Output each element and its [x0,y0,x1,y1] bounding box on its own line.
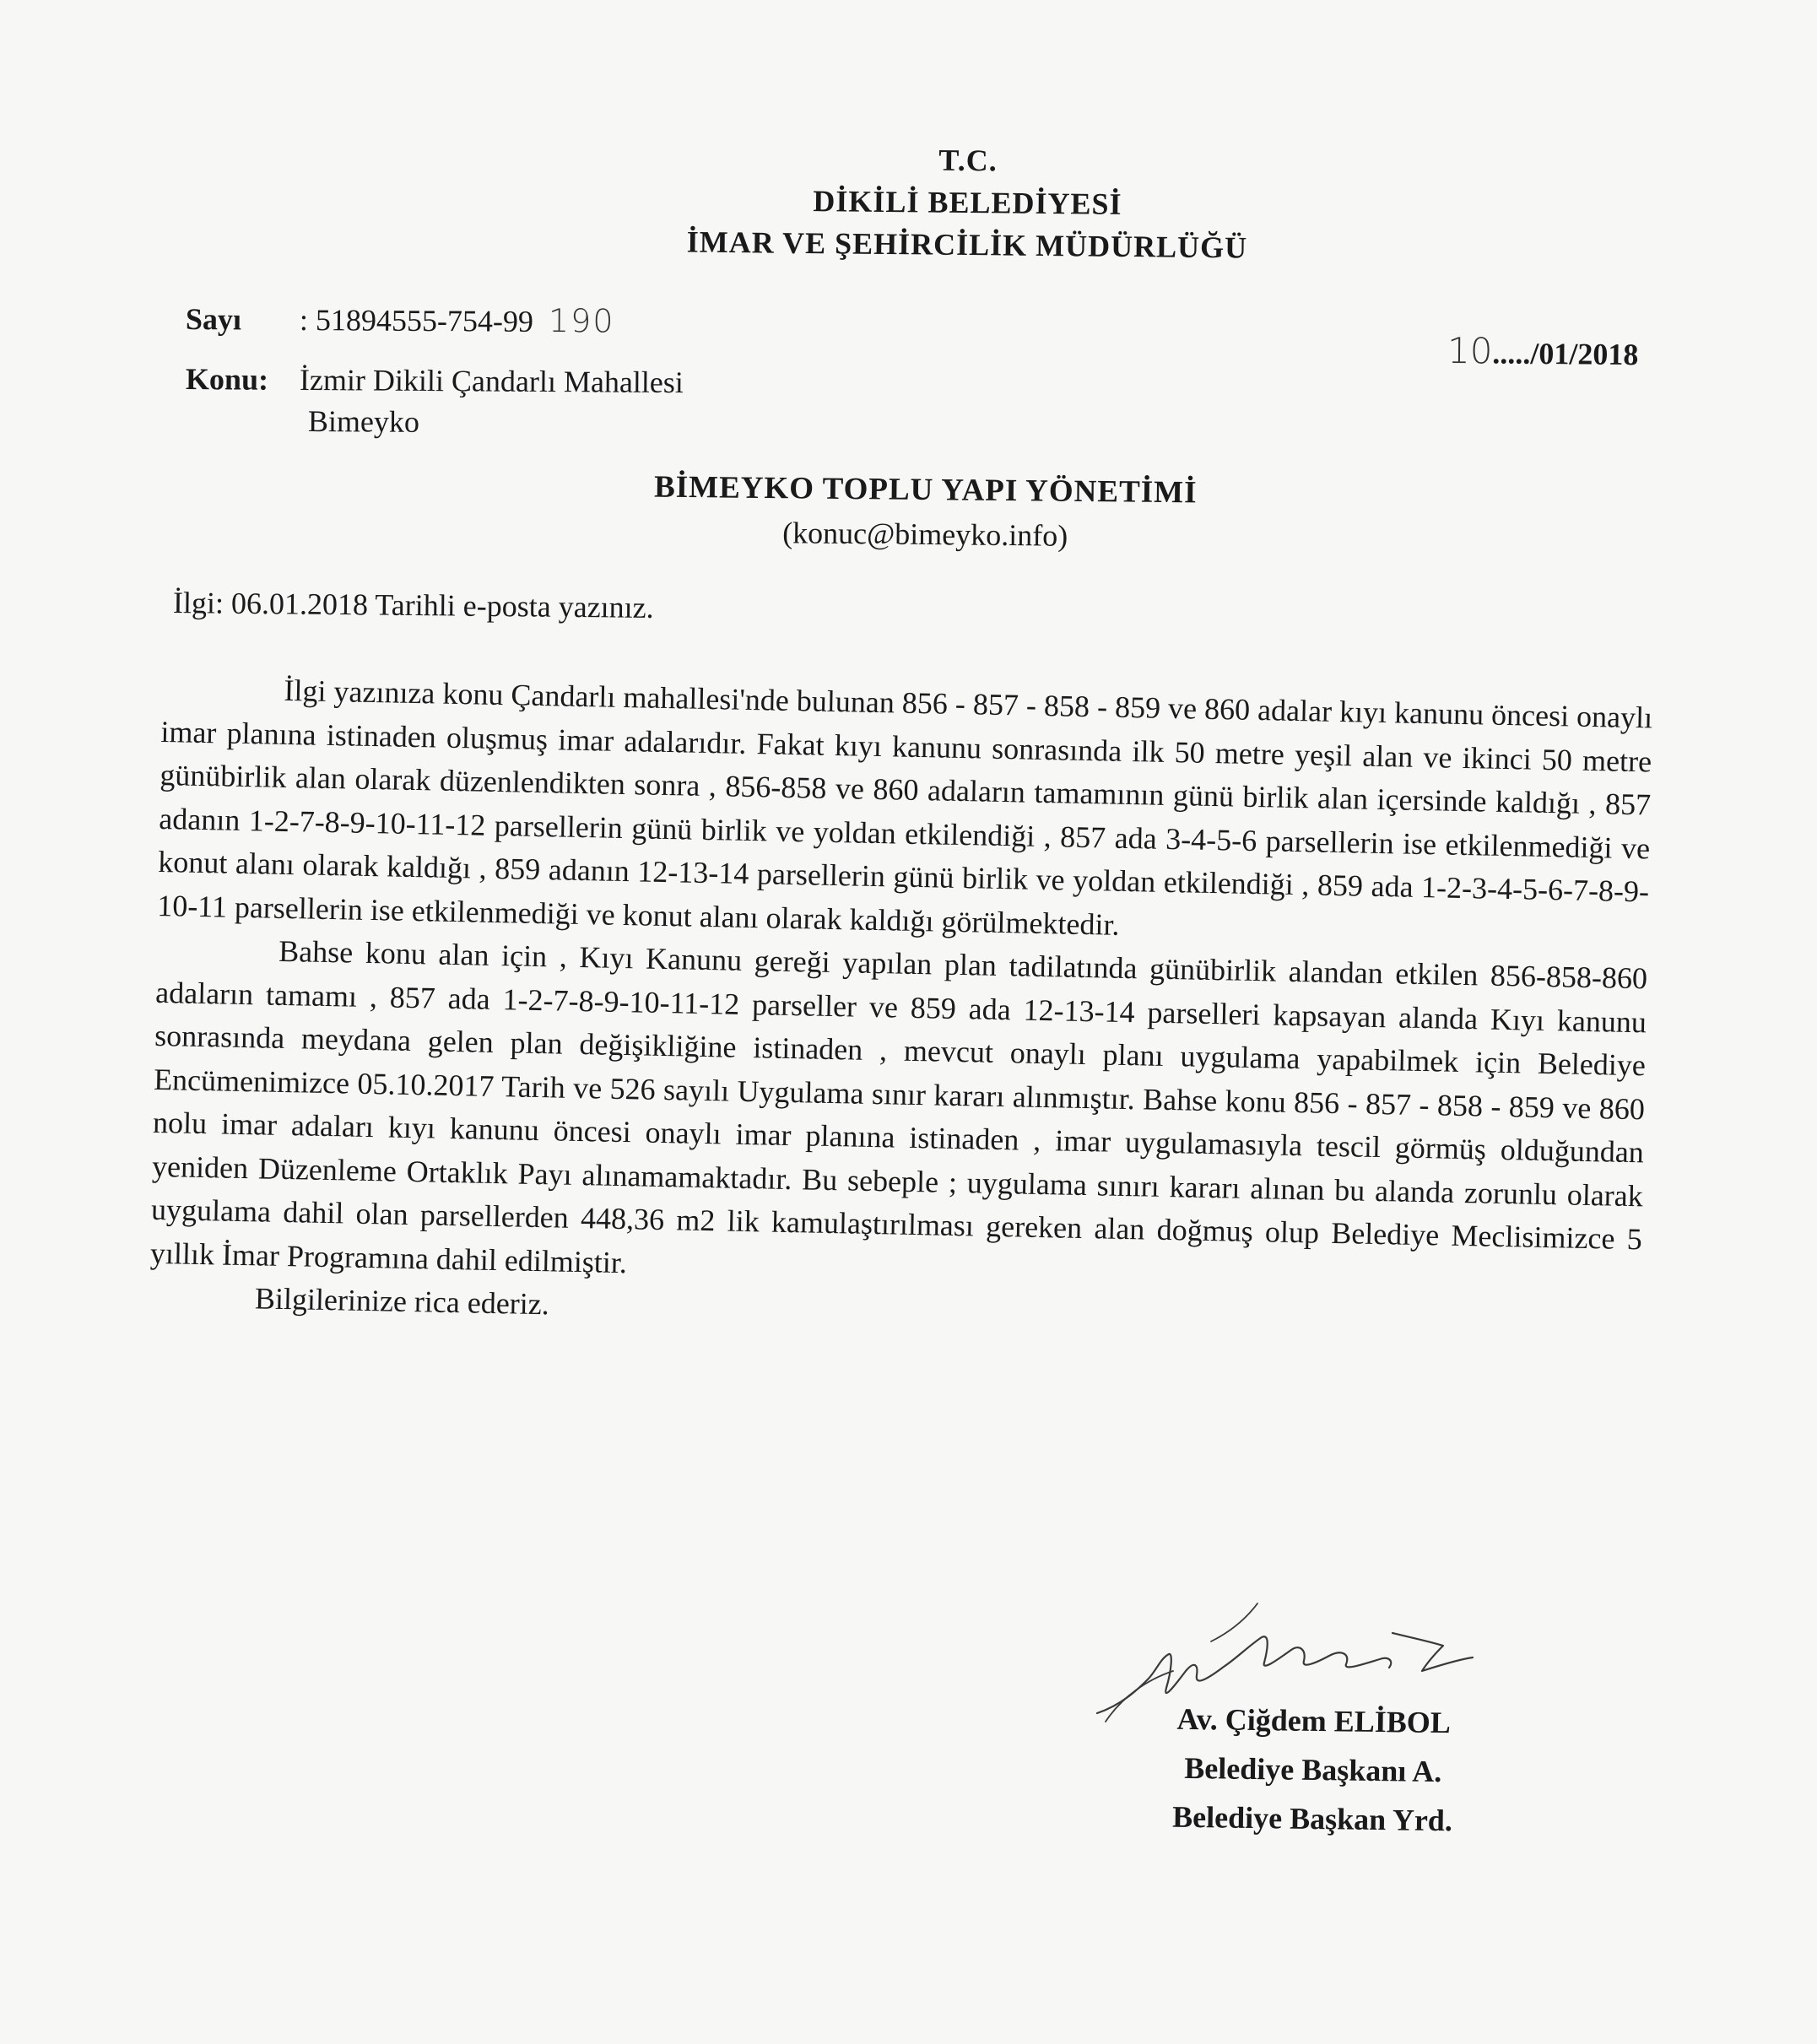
reference-number [186,300,615,340]
signatory-name: Av. Çiğdem ELİBOL [1176,1701,1452,1740]
letterhead-line-municipality: DİKİLİ BELEDİYESİ [813,184,1122,221]
konu-value-2: Bimeyko [307,404,420,439]
letterhead-line-tc: T.C. [938,143,998,178]
letter-date [1447,330,1639,373]
recipient-email: (konuc@bimeyko.info) [781,516,1068,553]
sayi-handwritten-number: 190 [548,302,615,340]
signatory-title-1: Belediye Başkanı A. [1184,1750,1442,1789]
sayi-value: : 51894555-754-99 [299,302,534,338]
letterhead [58,130,1817,276]
subject-line-2 [308,403,419,440]
letter-body [149,667,1652,1349]
reference-line: İlgi: 06.01.2018 Tarihli e-posta yazınız. [172,586,654,625]
letterhead-line-directorate: İMAR VE ŞEHİRCİLİK MÜDÜRLÜĞÜ [686,224,1248,265]
recipient-block [17,459,1817,566]
signatory-block [1172,1695,1454,1846]
konu-value: İzmir Dikili Çandarlı Mahallesi [299,362,684,400]
signatory-title-2: Belediye Başkan Yrd. [1171,1799,1453,1838]
sayi-label: Sayı [185,302,242,337]
recipient-name: BİMEYKO TOPLU YAPI YÖNETİMİ [653,469,1198,511]
body-paragraph-1: İlgi yazınıza konu Çandarlı mahallesi'nde bulunan 856 - 857 - 858 - 859 ve 860 adalar kıyı kanunu öncesi onaylı imar planına istinaden oluşmuş imar adalarıdır. Fakat kıyı kanunu sonrasında ilk 50 metre yeşil alan ve ikinci 50 metre günübirlik alan olarak düzenlendikten sonra , 856-858 ve 860 adaların tamamının günü birlik alan içersinde kaldığı , 857 adanın 1-2-7-8-9-10-11-12 parsellerin günü birlik ve yoldan etkilendiği , 857 ada 3-4-5-6 parsellerin ise etkilenmediği ve konut alanı olarak kaldığı , 859 adanın 12-13-14 parsellerin günü birlik ve yoldan etkilendiği , 859 ada 1-2-3-4-5-6-7-8-9-10-11 parsellerin ise etkilenmediği ve konut alanı olarak kaldığı görülmektedir. [156,673,1653,942]
date-text: ...../01/2018 [1492,336,1639,372]
body-closing: Bilgilerinize rica ederiz. [254,1281,550,1322]
subject-line [186,361,684,400]
body-paragraph-2: Bahse konu alan için , Kıyı Kanunu gereği yapılan plan tadilatında günübirlik alandan etkilen 856-858-860 adaların tamamı , 857 ada 1-2-7-8-9-10-11-12 parseller ve 859 ada 12-13-14 parselleri kapsayan alanda Kıyı kanunu sonrasında meydana gelen plan değişikliğine istinaden , mevcut onaylı planı uygulama yapabilmek için Belediye Encümenimizce 05.10.2017 Tarih ve 526 sayılı Uygulama sınır kararı alınmıştır. Bahse konu 856 - 857 - 858 - 859 ve 860 nolu imar adaları kıyı kanunu öncesi onaylı imar planına istinaden , imar uygulamasıyla tescil görmüş olduğundan yeniden Düzenleme Ortaklık Payı alınamamaktadır. Bu sebeple ; uygulama sınırı kararı alınan bu alanda zorunlu olarak uygulama dahil olan parsellerden 448,36 m2 lik kamulaştırılması gereken alan doğmuş olup Belediye Meclisimizce 5 yıllık İmar Programına dahil edilmiştir. [149,933,1648,1279]
konu-label: Konu: [185,362,269,397]
date-handwritten-day: 10 [1447,329,1493,372]
